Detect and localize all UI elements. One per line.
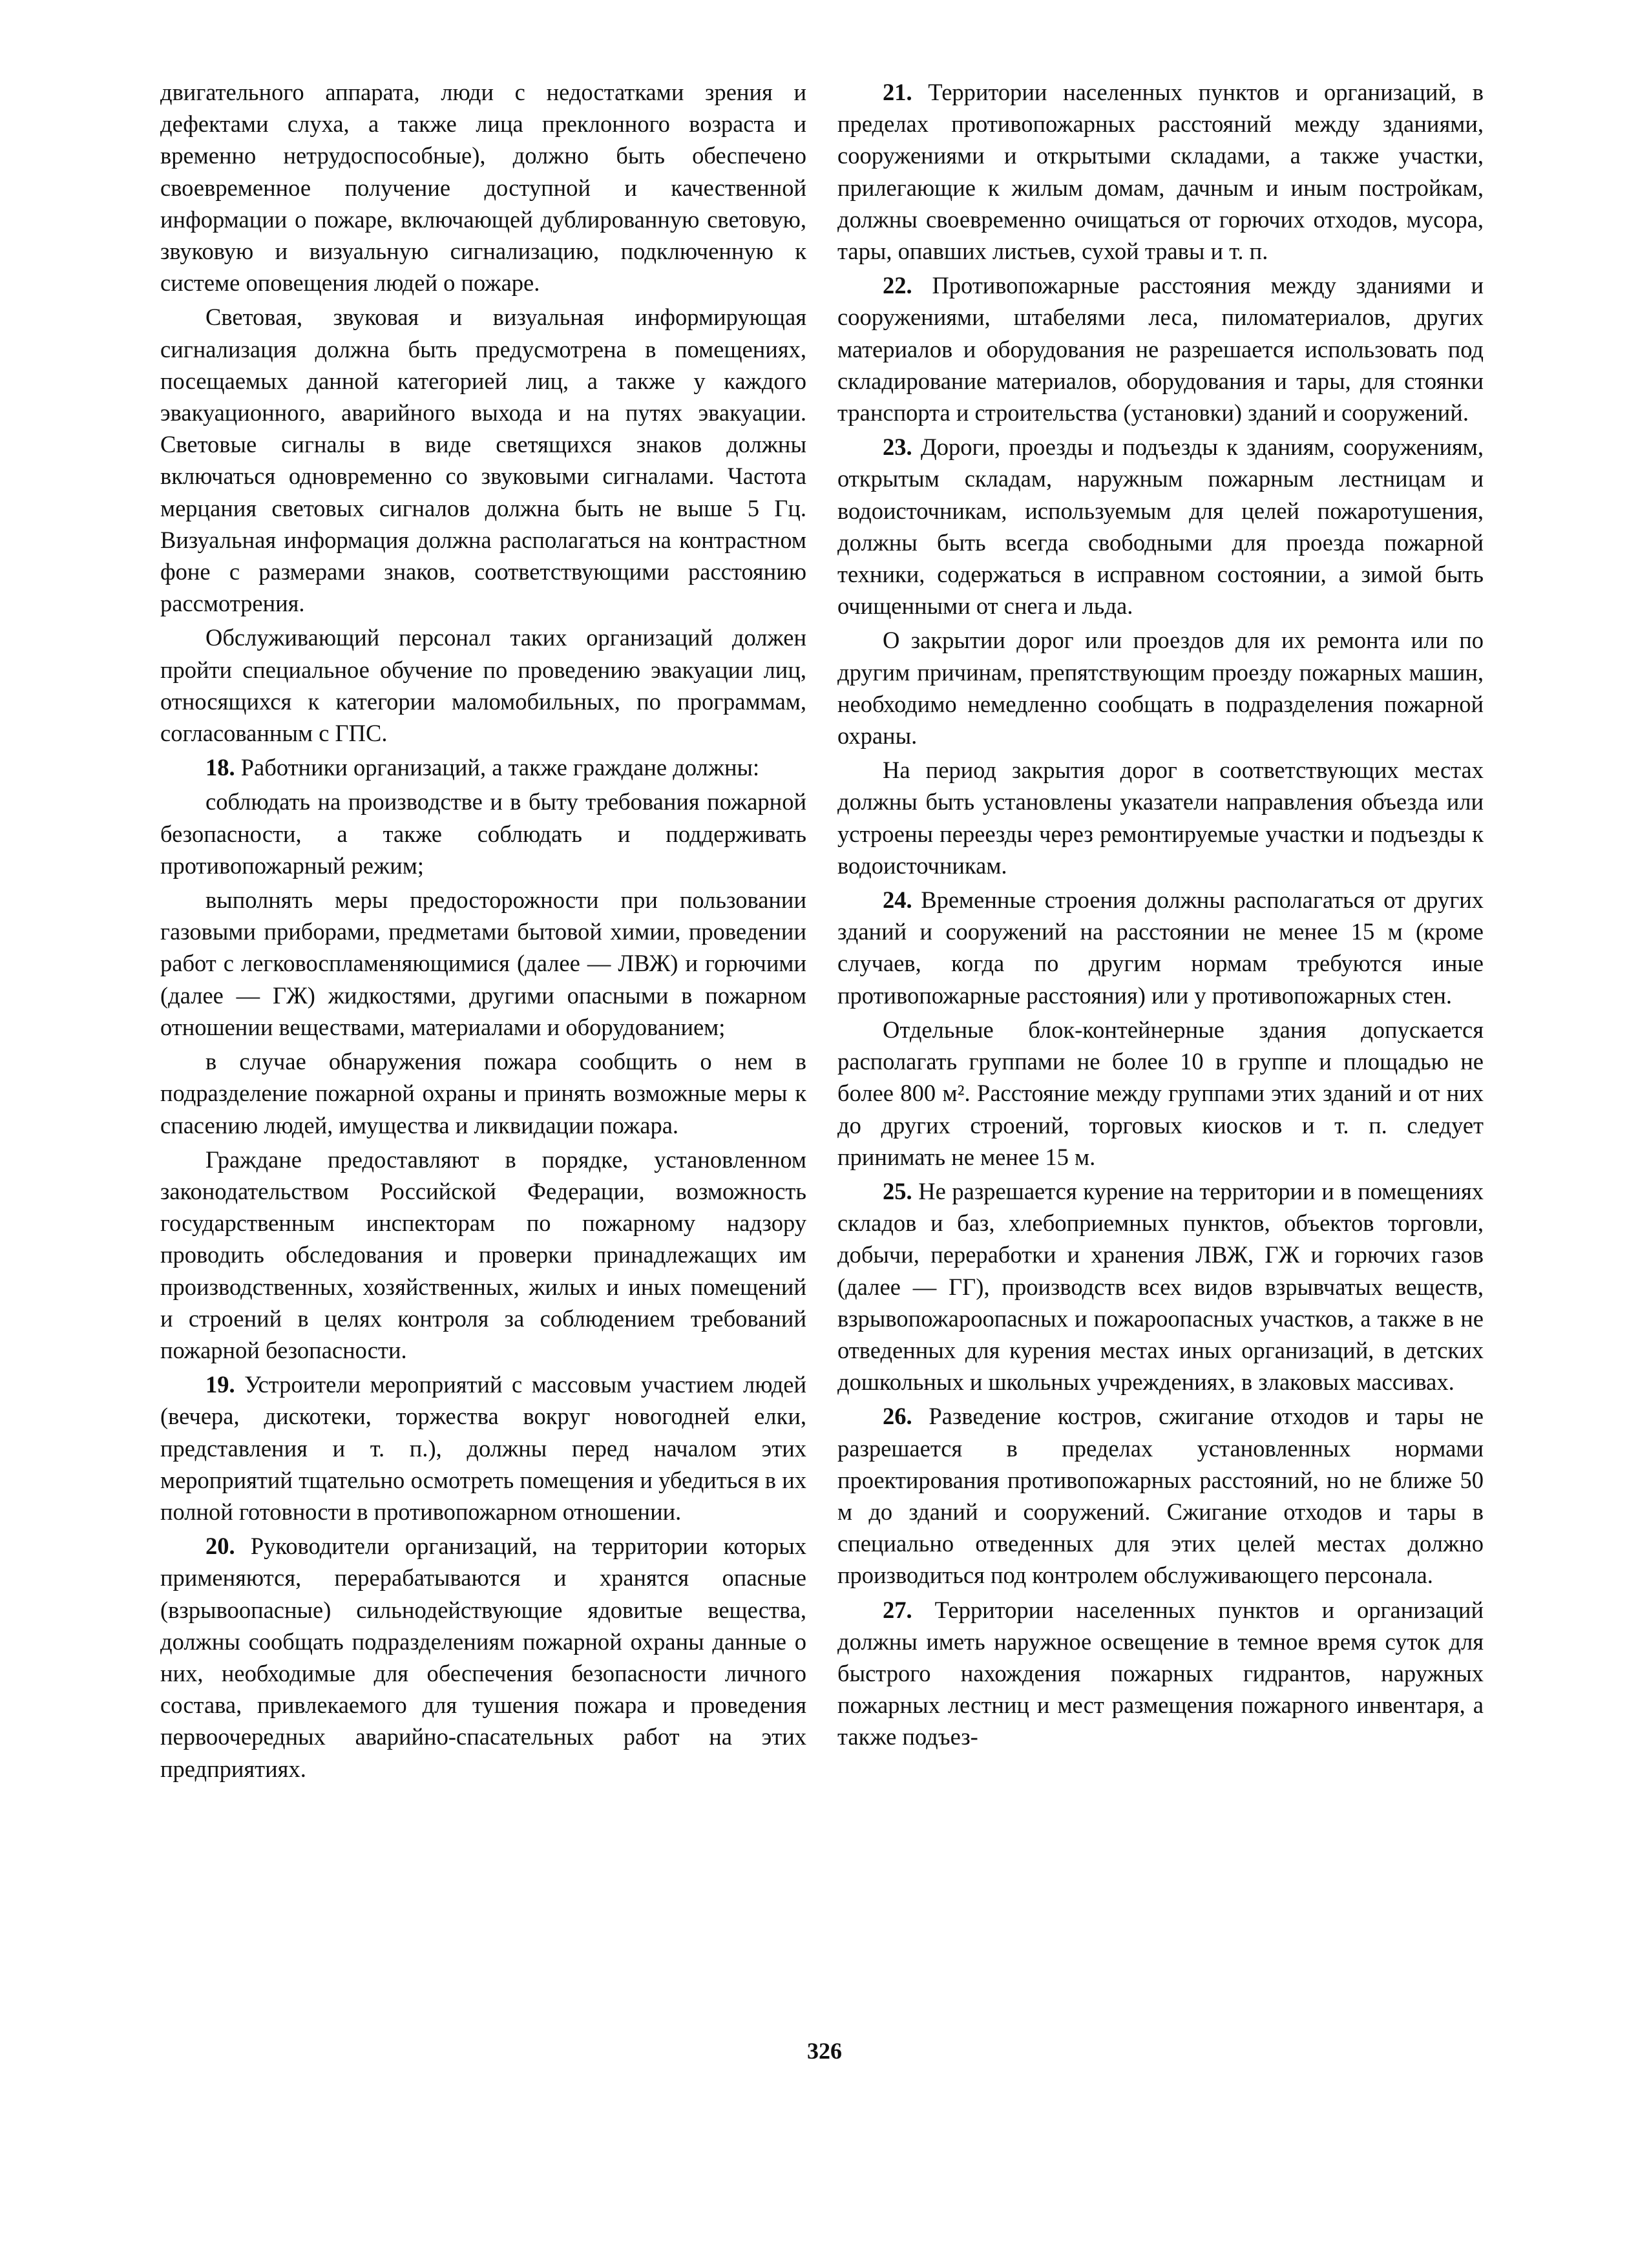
list-item <box>160 786 806 881</box>
paragraph <box>160 301 806 619</box>
clause-number: 27. <box>883 1596 912 1623</box>
numbered-paragraph <box>160 1530 806 1785</box>
paragraph-text: Отдельные блок-контейнерные здания допускается располагать группами не более 10 в группе и площадью не более 800 м². Расстояние между группами этих зданий и от них до других строений, торговых киосков и т. п. следует принимать не менее 15 м. <box>837 1016 1484 1170</box>
paragraph-text: Разведение костров, сжигание отходов и тары не разрешается в пределах установленных нормами проектирования противопожарных расстояний, но не ближе 50 м до зданий и сооружений. Сжигание отходов и тары в специально отведенных для этих целей местах должно производиться под контролем обслуживающего персонала. <box>837 1403 1484 1589</box>
paragraph-text: в случае обнаружения пожара сообщить о нем в подразделение пожарной охраны и принять возможные меры к спасению людей, имущества и ликвидации пожара. <box>160 1048 806 1139</box>
paragraph-text: Временные строения должны располагаться от других зданий и сооружений на расстоянии не менее 15 м (кроме случаев, когда по другим нормам требуются иные противопожарные расстояния) или у противопожарных стен. <box>837 887 1484 1009</box>
clause-number: 21. <box>883 79 912 105</box>
paragraph-text: Устроители мероприятий с массовым участием людей (вечера, дискотеки, торжества вокруг новогодней елки, представления и т. п.), должны перед началом этих мероприятий тщательно осмотреть помещения и убедиться в их полной готовности в противопожарном отношении. <box>160 1371 806 1525</box>
clause-number: 25. <box>883 1177 912 1204</box>
clause-number: 23. <box>883 434 912 461</box>
paragraph-text: Территории населенных пунктов и организаций, в пределах противопожарных расстояний между зданиями, сооружениями и открытыми складами, а также участки, прилегающие к жилым домам, дачным и иным постройкам, должны своевременно очищаться от горючих отходов, мусора, тары, опавших листьев, сухой травы и т. п. <box>837 79 1484 265</box>
list-item <box>160 1045 806 1141</box>
paragraph <box>160 1144 806 1366</box>
clause-number: 26. <box>883 1403 912 1430</box>
paragraph <box>837 754 1484 881</box>
numbered-paragraph <box>837 269 1484 428</box>
clause-number: 20. <box>205 1533 235 1560</box>
clause-number: 19. <box>205 1371 235 1398</box>
paragraph <box>160 76 806 299</box>
numbered-paragraph <box>160 1369 806 1528</box>
paragraph <box>160 622 806 749</box>
paragraph-text: соблюдать на производстве и в быту требования пожарной безопасности, а также соблюдать и поддерживать противопожарный режим; <box>160 788 806 879</box>
paragraph-text: Граждане предоставляют в порядке, установленном законодательством Российской Федерации, возможность государственным инспекторам по пожарному надзору проводить обследования и проверки принадлежащих им производственных, хозяйственных, жилых и иных помещений и строений в целях контроля за соблюдением требований пожарной безопасности. <box>160 1146 806 1363</box>
numbered-paragraph <box>837 1594 1484 1753</box>
paragraph-text: Не разрешается курение на территории и в помещениях складов и баз, хлебоприемных пунктов, объектов торговли, добычи, переработки и хранения ЛВЖ, ГЖ и горючих газов (далее — ГГ), производств всех видов взрывчатых веществ, взрывопожароопасных и пожароопасных участков, а также в не отведенных для курения местах иных организаций, в детских дошкольных и школьных учреждениях, в злаковых массивах. <box>837 1177 1484 1396</box>
clause-number: 18. <box>205 754 235 781</box>
paragraph-text: двигательного аппарата, люди с недостатками зрения и дефектами слуха, а также лица преклонного возраста и временно нетрудоспособные), должно быть обеспечено своевременное получение доступной и качественной информации о пожаре, включающей дублированную световую, звуковую и визуальную сигнализацию, подключенную к системе оповещения людей о пожаре. <box>160 79 806 297</box>
numbered-paragraph <box>837 884 1484 1011</box>
clause-number: 24. <box>883 887 912 914</box>
left-text-column <box>160 76 806 1787</box>
list-item <box>160 884 806 1043</box>
paragraph <box>837 624 1484 751</box>
paragraph-text: Обслуживающий персонал таких организаций должен пройти специальное обучение по проведению эвакуации лиц, относящихся к категории маломобильных, по программам, согласованным с ГПС. <box>160 624 806 747</box>
numbered-paragraph <box>837 76 1484 267</box>
paragraph-text: Работники организаций, а также граждане должны: <box>235 754 760 781</box>
right-text-column <box>837 76 1484 1756</box>
numbered-paragraph <box>837 1175 1484 1398</box>
paragraph-text: О закрытии дорог или проездов для их ремонта или по другим причинам, препятствующим проезду пожарных машин, необходимо немедленно сообщать в подразделения пожарной охраны. <box>837 627 1484 750</box>
paragraph <box>837 1014 1484 1173</box>
numbered-paragraph <box>837 1400 1484 1591</box>
paragraph-text: выполнять меры предосторожности при пользовании газовыми приборами, предметами бытовой химии, проведении работ с легковоспламеняющимися (далее — ЛВЖ) и горючими (далее — ГЖ) жидкостями, другими опасными в пожарном отношении веществами, материалами и оборудованием; <box>160 887 806 1040</box>
paragraph-text: Руководители организаций, на территории которых применяются, перерабатываются и хранятся опасные (взрывоопасные) сильнодействующие ядовитые вещества, должны сообщать подразделениям пожарной охраны данные о них, необходимые для обеспечения безопасности личного состава, привлекаемого для тушения пожара и проведения первоочередных аварийно-спасательных работ на этих предприятиях. <box>160 1533 806 1782</box>
numbered-paragraph <box>160 751 806 783</box>
paragraph-text: Дороги, проезды и подъезды к зданиям, сооружениям, открытым складам, наружным пожарным лестницам и водоисточникам, используемым для целей пожаротушения, должны быть всегда свободными для проезда пожарной техники, содержаться в исправном состоянии, а зимой быть очищенными от снега и льда. <box>837 434 1484 620</box>
numbered-paragraph <box>837 431 1484 622</box>
paragraph-text: На период закрытия дорог в соответствующих местах должны быть установлены указатели направления объезда или устроены переезды через ремонтируемые участки и подъезды к водоисточникам. <box>837 757 1484 879</box>
clause-number: 22. <box>883 272 912 299</box>
page-number: 326 <box>807 2038 842 2064</box>
paragraph-text: Противопожарные расстояния между зданиями и сооружениями, штабелями леса, пиломатериалов, других материалов и оборудования не разрешается использовать под складирование материалов, оборудования и тары, для стоянки транспорта и строительства (установки) зданий и сооружений. <box>837 272 1484 426</box>
paragraph-text: Территории населенных пунктов и организаций должны иметь наружное освещение в темное время суток для быстрого нахождения пожарных гидрантов, наружных пожарных лестниц и мест размещения пожарного инвентаря, а также подъез- <box>837 1596 1484 1750</box>
paragraph-text: Световая, звуковая и визуальная информирующая сигнализация должна быть предусмотрена в помещениях, посещаемых данной категорией лиц, а также у каждого эвакуационного, аварийного выхода и на путях эвакуации. Световые сигналы в виде светящихся знаков должны включаться одновременно со звуковыми сигналами. Частота мерцания световых сигналов должна быть не выше 5 Гц. Визуальная информация должна располагаться на контрастном фоне с размерами знаков, соответствующими расстоянию рассмотрения. <box>160 304 806 617</box>
